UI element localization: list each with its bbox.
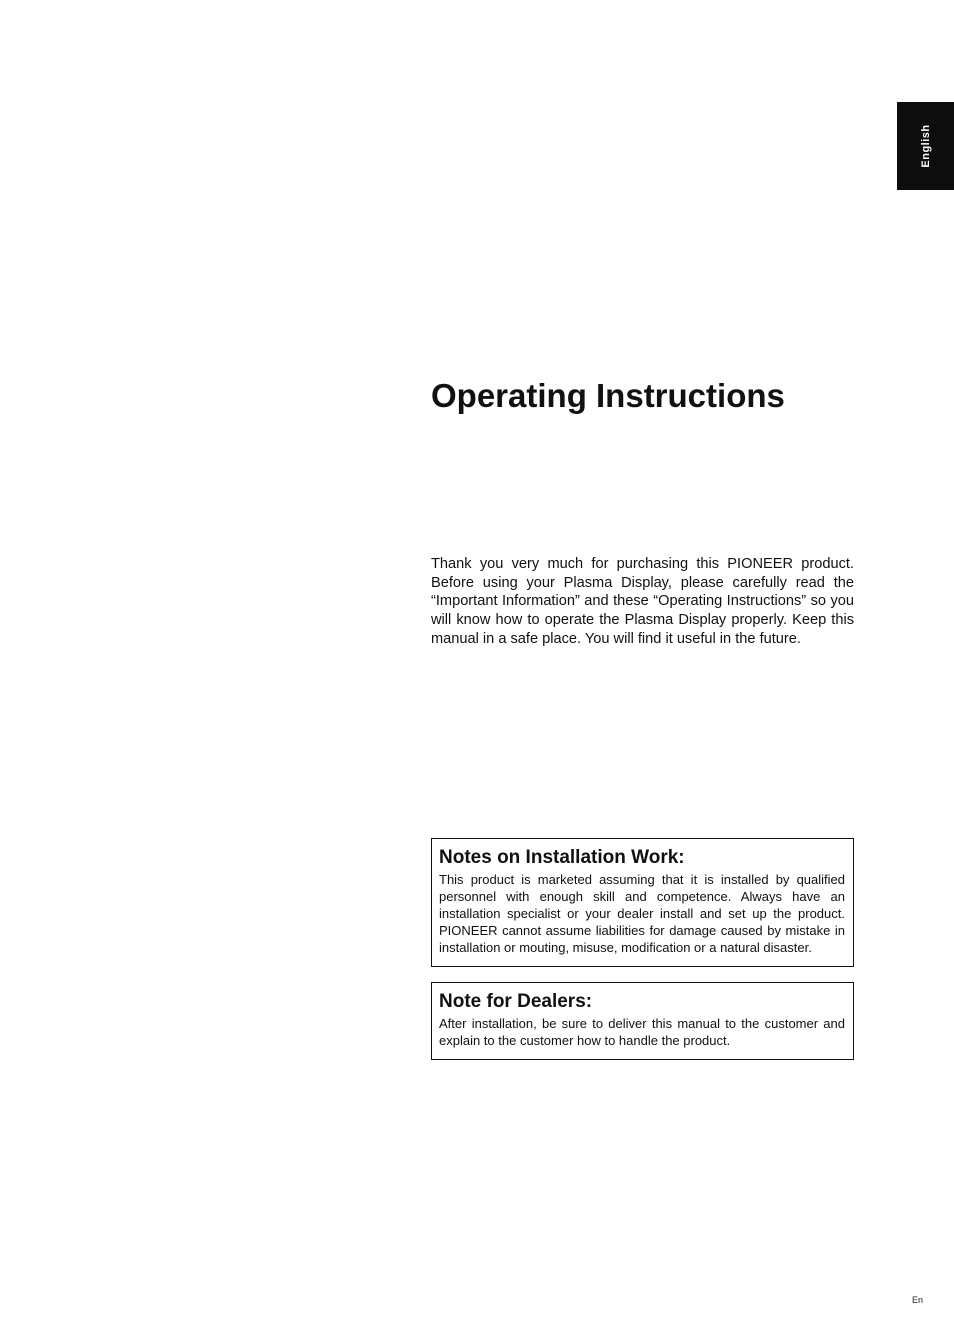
- installation-notes-box: [431, 838, 854, 967]
- dealer-note-box: [431, 982, 854, 1060]
- intro-paragraph: Thank you very much for purchasing this PIONEER product. Before using your Plasma Display, please carefully read the “Important Information” and these “Operating Instructions” so you will know how to operate the Plasma Display properly. Keep this manual in a safe place. You will find it useful in the future.: [431, 556, 854, 647]
- page-language-footer: En: [912, 1295, 924, 1305]
- dealer-note-heading: Note for Dealers:: [439, 991, 593, 1012]
- language-tab-label: English: [919, 124, 932, 168]
- page-title: Operating Instructions: [431, 377, 785, 414]
- language-tab: [897, 102, 954, 190]
- dealer-note-body: After installation, be sure to deliver this manual to the customer and explain to the customer how to handle the product.: [439, 1016, 845, 1048]
- installation-notes-body: This product is marketed assuming that it is installed by qualified personnel with enough skill and competence. Always have an installation specialist or your dealer install and set up the product. PIONEER cannot assume liabilities for damage caused by mistake in installation or mouting, misuse, modification or a natural disaster.: [439, 872, 845, 955]
- installation-notes-heading: Notes on Installation Work:: [439, 847, 685, 868]
